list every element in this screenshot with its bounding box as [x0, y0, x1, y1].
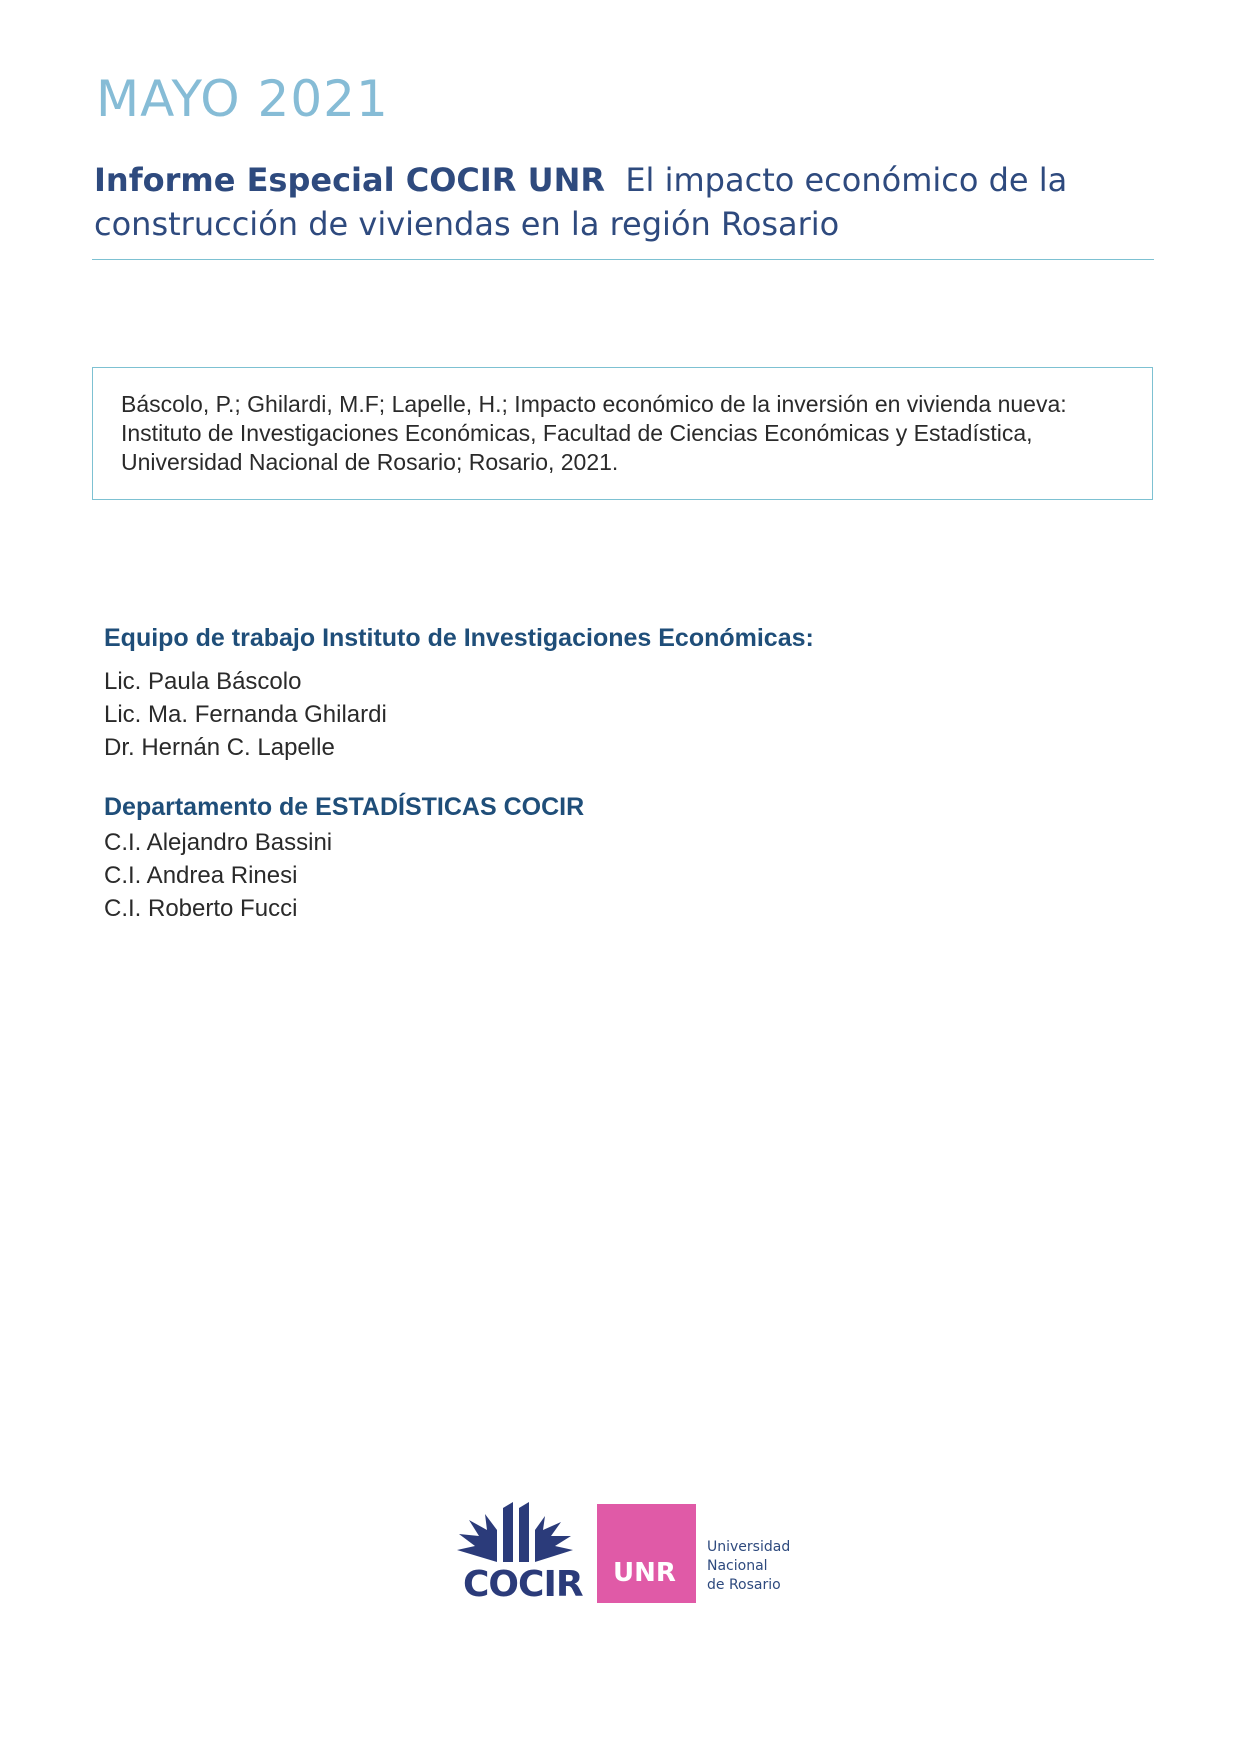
citation-box — [92, 367, 1153, 500]
unr-logo — [597, 1504, 696, 1603]
team-cocir-list — [104, 826, 584, 925]
team-cocir-heading: Departamento de ESTADÍSTICAS COCIR — [104, 793, 585, 821]
cocir-logo — [455, 1500, 583, 1605]
team-member: C.I. Andrea Rinesi — [104, 862, 298, 889]
citation-line: Báscolo, P.; Ghilardi, M.F; Lapelle, H.; Impacto económico de la inversión en vivienda nueva: — [121, 391, 1067, 417]
team-iie-list — [104, 665, 814, 764]
team-member: C.I. Roberto Fucci — [104, 895, 298, 922]
cocir-emblem-icon — [455, 1500, 575, 1570]
title-divider — [92, 259, 1154, 260]
unr-name-line: Universidad — [707, 1539, 791, 1555]
citation-line: Universidad Nacional de Rosario; Rosario, 2021. — [121, 449, 619, 475]
report-date: MAYO 2021 — [96, 70, 389, 128]
team-member: C.I. Alejandro Bassini — [104, 829, 333, 856]
team-member: Dr. Hernán C. Lapelle — [104, 734, 335, 761]
unr-name-line: Nacional — [707, 1558, 768, 1574]
footer-logos — [455, 1500, 815, 1610]
team-iie-heading: Equipo de trabajo Instituto de Investigaciones Económicas: — [104, 624, 814, 652]
citation-line: Instituto de Investigaciones Económicas, Facultad de Ciencias Económicas y Estadística, — [121, 420, 1033, 446]
unr-name-line: de Rosario — [707, 1577, 781, 1593]
report-title — [94, 158, 1144, 246]
unr-logo-text: UNR — [613, 1558, 676, 1588]
team-member: Lic. Paula Báscolo — [104, 668, 302, 695]
unr-full-name — [707, 1538, 827, 1595]
team-iie-section — [104, 624, 814, 764]
team-member: Lic. Ma. Fernanda Ghilardi — [104, 701, 387, 728]
report-title-rest: El impacto económico de la construcción de viviendas en la región Rosario — [94, 161, 1068, 243]
cocir-logo-text: COCIR — [463, 1564, 583, 1605]
report-title-bold: Informe Especial COCIR UNR — [94, 161, 605, 199]
team-cocir-section — [104, 793, 584, 925]
